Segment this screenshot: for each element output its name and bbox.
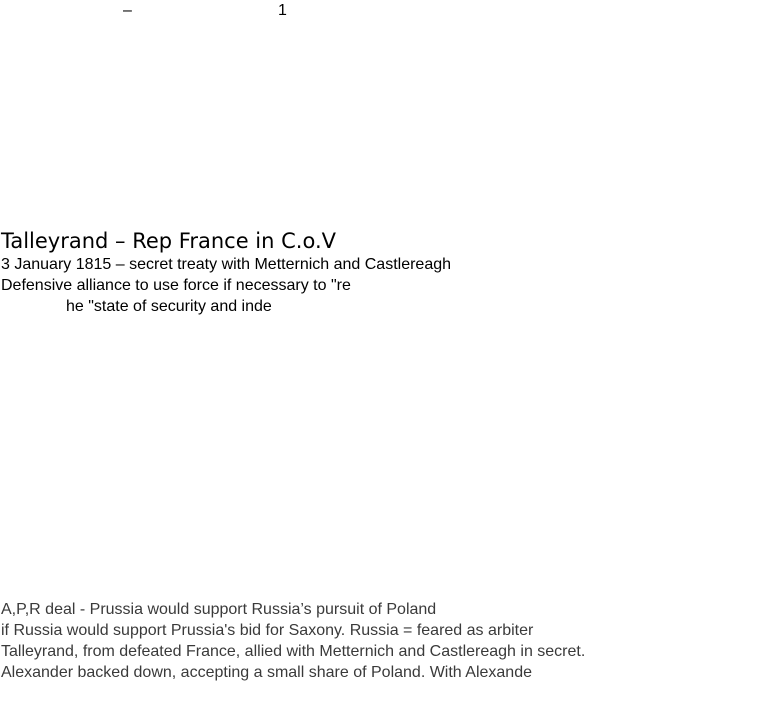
header-dash: –	[123, 2, 132, 19]
notes-line: Alexander backed down, accepting a small share of Poland. With Alexande	[1, 664, 532, 681]
speaker-notes	[1, 599, 585, 683]
body-line: he "state of security and inde	[66, 298, 272, 315]
notes-line: if Russia would support Prussia's bid for Saxony. Russia = feared as arbiter	[1, 622, 534, 639]
body-line: 3 January 1815 – secret treaty with Metternich and Castlereagh	[1, 256, 452, 273]
slide-title: Talleyrand – Rep France in C.o.V	[1, 229, 336, 253]
page-number: 1	[278, 2, 287, 19]
notes-line: Talleyrand, from defeated France, allied with Metternich and Castlereagh in secret.	[1, 643, 586, 660]
notes-line: A,P,R deal - Prussia would support Russia’s pursuit of Poland	[1, 601, 437, 618]
body-line: Defensive alliance to use force if necessary to "re	[1, 277, 351, 294]
